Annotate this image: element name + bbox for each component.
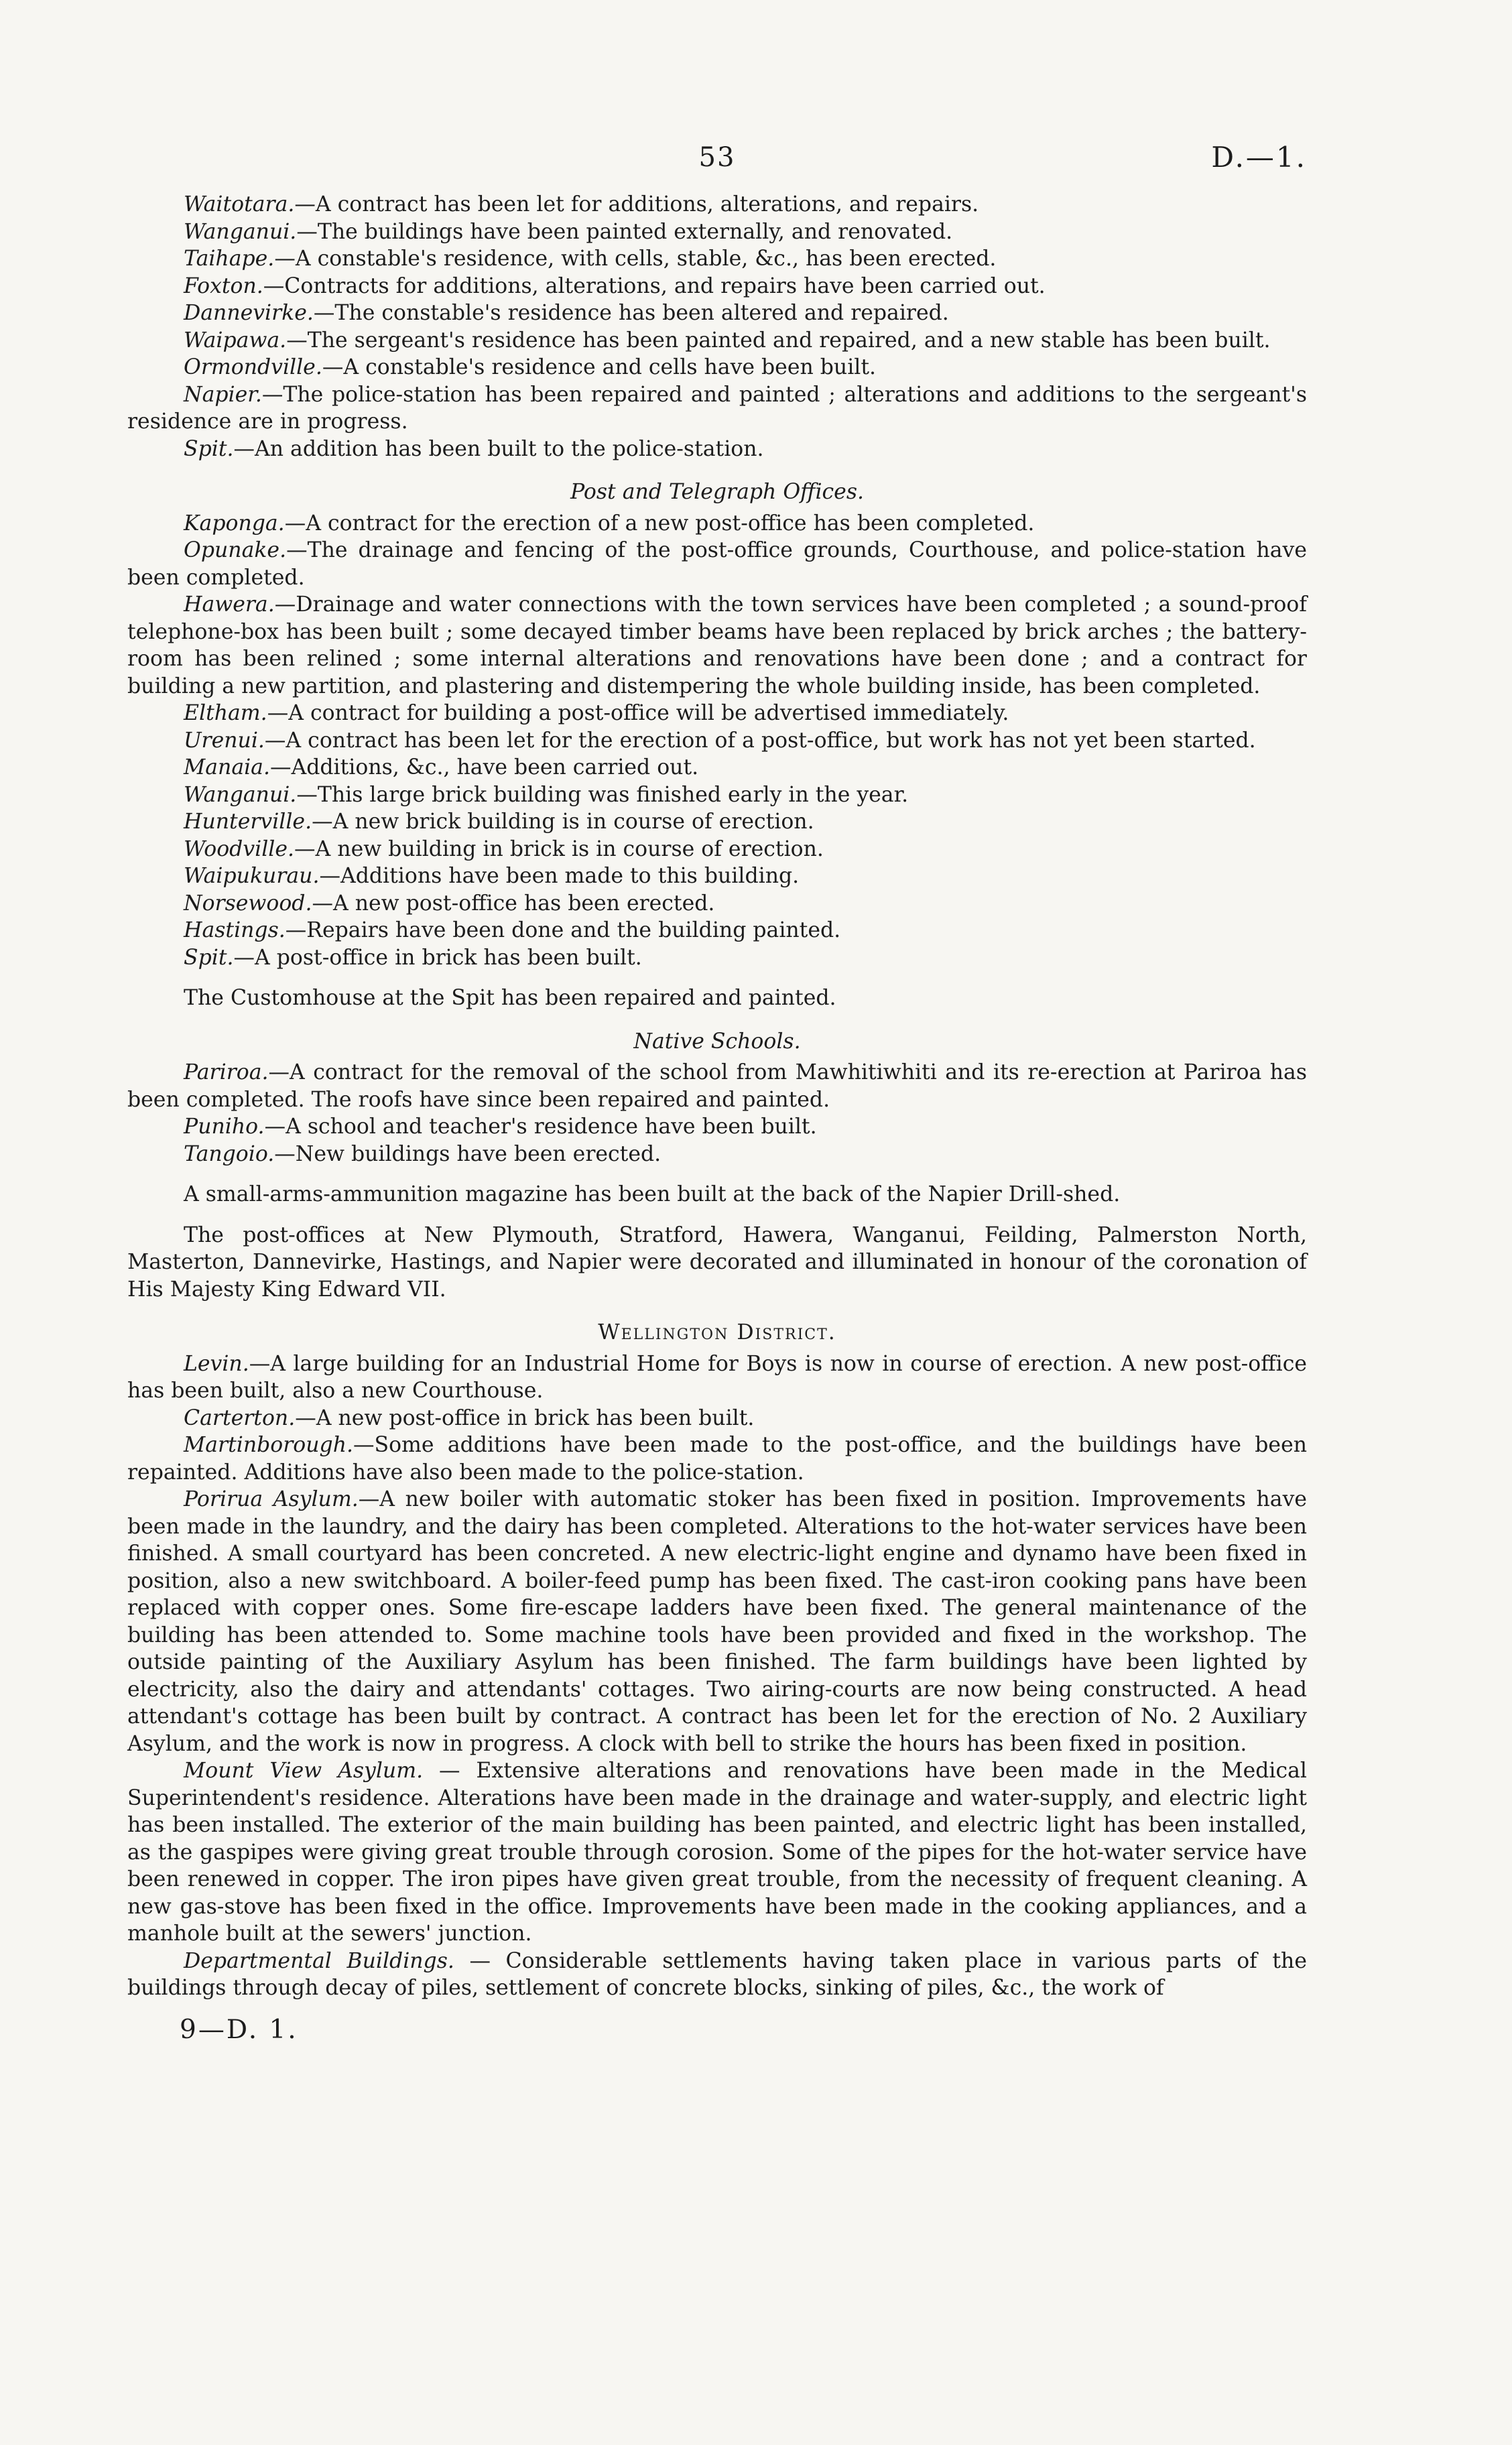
entry-place: Foxton. (184, 273, 263, 298)
entry-mount-view-asylum (127, 1757, 1307, 1948)
entry-urenui (127, 727, 1307, 755)
police-section (127, 191, 1307, 462)
entry-text: —Some additions have been made to the post-office, and the buildings have been repainted. Additions have also been made to the police-station. (127, 1433, 1307, 1485)
entry-waitotara (127, 191, 1307, 218)
entry-place: Puniho. (184, 1115, 265, 1139)
entry-text: — Considerable settlements having taken place in various parts of the buildings through decay of piles, settlement of concrete blocks, sinking of piles, &c., the work of (127, 1948, 1307, 2000)
entry-place: Eltham. (184, 701, 267, 725)
document-page (127, 141, 1308, 2045)
entry-text: —New buildings have been erected. (274, 1141, 662, 1166)
entry-place: Porirua Asylum. (184, 1487, 359, 1511)
footer-signature: 9—D. 1. (180, 2014, 298, 2045)
entry-text: —The police-station has been repaired and painted ; alterations and additions to the sergeant's residence are in progress. (127, 382, 1307, 434)
entry-text: —An addition has been built to the police-station. (233, 436, 764, 461)
entry-text: — Extensive alterations and renovations have been made in the Medical Superintendent's residence. Alterations have been made in the drainage and water-supply, and electric light has been installed. The exterior of the main building has been painted, and electric light has been installed, as the gaspipes were giving great trouble through corosion. Some of the pipes for the hot-water service have been renewed in copper. The iron pipes have given great trouble, from the necessity of frequent cleaning. A new gas-stove has been fixed in the office. Improvements have been made in the cooking appliances, and a manhole built at the sewers' junction. (127, 1759, 1307, 1946)
entry-text: —A new building in brick is in course of erection. (294, 836, 824, 861)
entry-place: Martinborough. (184, 1433, 354, 1457)
entry-place: Spit. (184, 945, 234, 970)
entry-text: —A contract for building a post-office will be advertised immediately. (267, 701, 1009, 725)
entry-manaia (127, 754, 1307, 781)
entry-text: —A contract for the erection of a new post-office has been completed. (284, 511, 1035, 536)
entry-departmental-buildings (127, 1948, 1307, 2002)
post-telegraph-heading: Post and Telegraph Offices. (570, 480, 865, 504)
entry-place: Tangoio. (184, 1141, 275, 1166)
entry-dannevirke (127, 300, 1307, 327)
entry-norsewood (127, 890, 1307, 918)
entry-text: —Additions, &c., have been carried out. (269, 755, 699, 779)
native-schools-section (127, 1059, 1307, 1303)
entry-text: —A contract for the removal of the school from Mawhitiwhiti and its re-erection at Pariroa has been completed. The roofs have since been repaired and painted. (127, 1060, 1307, 1112)
entry-text: —The buildings have been painted externally, and renovated. (296, 219, 953, 244)
entry-spit-po (127, 944, 1307, 972)
entry-place: Hastings. (184, 918, 286, 942)
page-header (127, 141, 1307, 184)
entry-wanganui-po (127, 781, 1307, 809)
entry-place: Hunterville. (184, 810, 312, 834)
entry-waipukurau (127, 863, 1307, 890)
entry-wanganui (127, 218, 1307, 246)
entry-place: Kaponga. (184, 511, 285, 536)
entry-pariroa (127, 1059, 1307, 1113)
entry-text: —A new brick building is in course of erection. (312, 810, 814, 834)
entry-text: —The constable's residence has been altered and repaired. (313, 301, 949, 325)
entry-text: —A new post-office in brick has been built. (295, 1405, 755, 1430)
entry-opunake (127, 537, 1307, 591)
entry-text: —A new post-office has been erected. (312, 891, 715, 916)
entry-napier (127, 381, 1307, 436)
entry-place: Waipawa. (184, 328, 287, 353)
entry-ormondville (127, 354, 1307, 381)
entry-hawera (127, 591, 1307, 700)
magazine-note: A small-arms-ammunition magazine has been built at the back of the Napier Drill-shed. (184, 1182, 1121, 1206)
entry-place: Levin. (184, 1351, 249, 1376)
entry-puniho (127, 1113, 1307, 1141)
entry-text: —Repairs have been done and the building painted. (285, 918, 841, 942)
native-schools-heading: Native Schools. (633, 1029, 801, 1054)
entry-place: Norsewood. (184, 891, 312, 916)
entry-text: —Additions have been made to this building. (319, 864, 800, 888)
entry-text: —A school and teacher's residence have been built. (264, 1115, 817, 1139)
entry-text: —A post-office in brick has been built. (233, 945, 642, 970)
entry-place: Waipukurau. (184, 864, 320, 888)
entry-place: Mount View Asylum. (184, 1759, 424, 1783)
customhouse-note: The Customhouse at the Spit has been repaired and painted. (184, 986, 836, 1010)
entry-foxton (127, 273, 1307, 300)
entry-text: —Drainage and water connections with the town services have been completed ; a sound-proof telephone-box has been built ; some decayed timber beams have been replaced by brick arches ; the battery-room has been relined ; some internal alterations and renovations have been done ; and a contract for building a new partition, and plastering and distempering the whole building inside, has been completed. (127, 592, 1307, 698)
entry-text: —The sergeant's residence has been painted and repaired, and a new stable has been built. (286, 328, 1271, 353)
entry-tangoio (127, 1141, 1307, 1168)
entry-place: Waitotara. (184, 192, 295, 216)
entry-hunterville (127, 808, 1307, 836)
entry-waipawa (127, 327, 1307, 355)
entry-place: Manaia. (184, 755, 270, 779)
entry-place: Carterton. (184, 1405, 296, 1430)
entry-eltham (127, 700, 1307, 727)
entry-text: —The drainage and fencing of the post-office grounds, Courthouse, and police-station have been completed. (127, 538, 1307, 590)
entry-place: Ormondville. (184, 355, 322, 379)
entry-place: Hawera. (184, 592, 275, 617)
entry-place: Taihape. (184, 247, 275, 271)
entry-text: —This large brick building was finished early in the year. (296, 782, 909, 807)
entry-taihape (127, 245, 1307, 273)
entry-place: Wanganui. (184, 219, 297, 244)
entry-text: —A contract has been let for additions, alterations, and repairs. (294, 192, 979, 216)
entry-text: —A new boiler with automatic stoker has been fixed in position. Improvements have been made in the laundry, and the dairy has been completed. Alterations to the hot-water services have been finished. A small courtyard has been concreted. A new electric-light engine and dynamo have been fixed in position, also a new switchboard. A boiler-feed pump has been fixed. The cast-iron cooking pans have been replaced with copper ones. Some fire-escape ladders have been fixed. The general maintenance of the building has been attended to. Some machine tools have been provided and fixed in the workshop. The outside painting of the Auxiliary Asylum has been finished. The farm buildings have been lighted by electricity, also the dairy and attendants' cottages. Two airing-courts are now being constructed. A head attendant's cottage has been built by contract. A contract has been let for the erection of No. 2 Auxiliary Asylum, and the work is now in progress. A clock with bell to strike the hours has been fixed in position. (127, 1487, 1308, 1756)
entry-text: —A constable's residence and cells have been built. (322, 355, 877, 379)
entry-place: Dannevirke. (184, 301, 314, 325)
entry-carterton (127, 1405, 1307, 1432)
entry-place: Spit. (184, 436, 234, 461)
entry-martinborough (127, 1432, 1307, 1486)
entry-kaponga (127, 510, 1307, 538)
entry-porirua-asylum (127, 1486, 1307, 1757)
document-reference: D.—1. (1211, 141, 1307, 174)
entry-text: —A contract has been let for the erection of a post-office, but work has not yet been started. (264, 728, 1256, 753)
page-number: 53 (698, 142, 736, 173)
entry-text: —A large building for an Industrial Home for Boys is now in course of erection. A new post-office has been built, also a new Courthouse. (127, 1351, 1307, 1403)
entry-place: Napier. (184, 382, 262, 407)
entry-text: —Contracts for additions, alterations, and repairs have been carried out. (263, 273, 1046, 298)
post-telegraph-section (127, 510, 1307, 1012)
entry-levin (127, 1351, 1307, 1405)
entry-place: Wanganui. (184, 782, 297, 807)
entry-place: Woodville. (184, 836, 295, 861)
entry-hastings (127, 917, 1307, 944)
wellington-district-heading: Wellington District. (598, 1320, 836, 1344)
entry-place: Opunake. (184, 538, 287, 562)
wellington-section (127, 1351, 1307, 2002)
entry-place: Pariroa. (184, 1060, 269, 1084)
entry-place: Urenui. (184, 728, 265, 753)
entry-woodville (127, 836, 1307, 863)
entry-place: Departmental Buildings. (184, 1948, 454, 1973)
decoration-note: The post-offices at New Plymouth, Stratford, Hawera, Wanganui, Feilding, Palmerston North, Masterton, Dannevirke, Hastings, and Napier were decorated and illuminated in honour of the coronation of His Majesty King Edward VII. (127, 1222, 1307, 1302)
entry-spit (127, 436, 1307, 463)
entry-text: —A constable's residence, with cells, stable, &c., has been erected. (274, 247, 997, 271)
